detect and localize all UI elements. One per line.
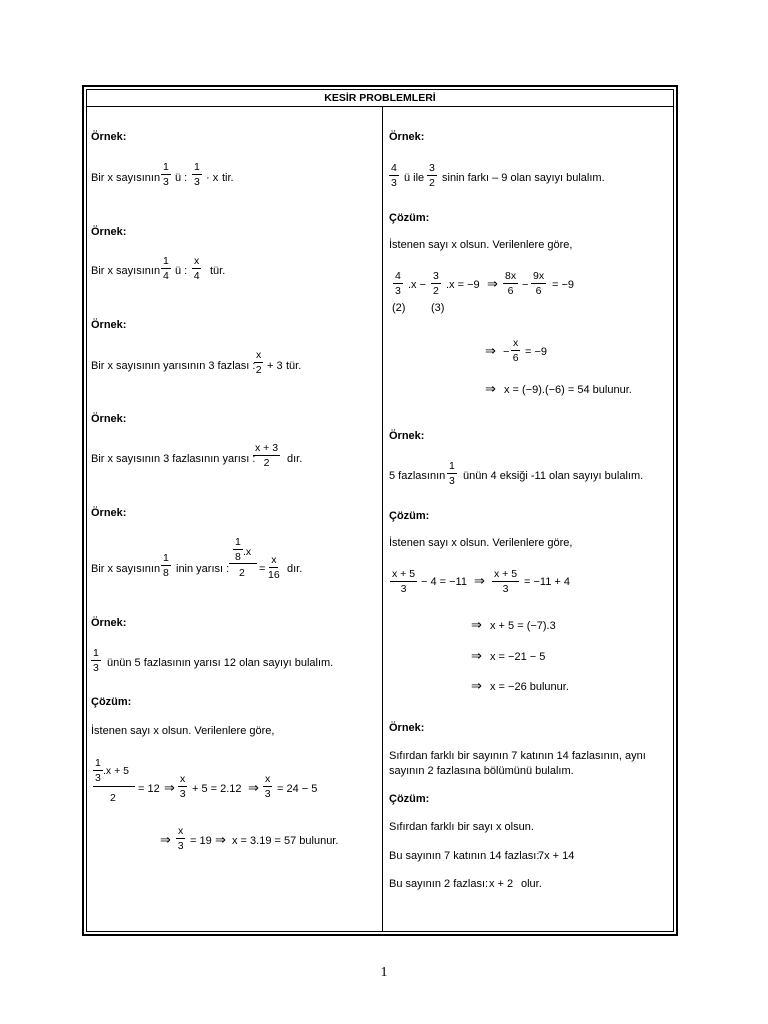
example-text: Bir x sayısının xyxy=(91,172,161,184)
implies-icon: ⇒ xyxy=(474,573,485,588)
example-text: Sıfırdan farklı bir sayının 7 katının 14 fazlasının, aynı xyxy=(389,750,646,762)
example-text: · x xyxy=(206,172,219,184)
solution-text: İstenen sayı x olsun. Verilenlere göre, xyxy=(91,725,275,737)
fraction: $\frac{1}{3}$ xyxy=(93,647,99,674)
equation-part: = −11 + 4 xyxy=(524,576,570,588)
example-heading: Örnek: xyxy=(91,413,127,425)
fraction: $\frac{1}{8}$ xyxy=(163,552,169,579)
fraction: $\frac{4}{3}$ xyxy=(395,270,401,297)
example-text: inin yarısı : xyxy=(176,563,230,575)
solution-text: olur. xyxy=(521,878,542,890)
equation-part: = 19 xyxy=(190,835,212,847)
document-inner-frame xyxy=(86,89,674,932)
equation-part: x + 5 = (−7).3 xyxy=(490,620,556,632)
fraction: $\frac{x}{3}$ xyxy=(179,773,186,800)
solution-text: İstenen sayı x olsun. Verilenlere göre, xyxy=(389,537,573,549)
fraction: $\frac{1}{3}$ xyxy=(449,460,455,487)
fraction: $\frac{x + 3}{2}$ xyxy=(255,442,279,469)
implies-icon: ⇒ xyxy=(485,381,496,396)
implies-icon: ⇒ xyxy=(487,276,498,291)
solution-heading: Çözüm: xyxy=(389,212,430,224)
fraction: $\frac{x}{4}$ xyxy=(193,255,200,282)
fraction: $\frac{9x}{6}$ xyxy=(533,270,545,297)
fraction: $\frac{x + 5}{3}$ xyxy=(494,568,518,595)
example-text: tir. xyxy=(222,172,234,184)
solution-heading: Çözüm: xyxy=(389,510,430,522)
fraction: $\frac{1}{3}$ xyxy=(163,161,169,188)
solution-heading: Çözüm: xyxy=(91,696,132,708)
example-text: = xyxy=(259,563,266,575)
fraction: $\frac{1}{3}$ xyxy=(194,161,200,188)
example-heading: Örnek: xyxy=(91,226,127,238)
equation-part: − 4 = −11 xyxy=(421,576,467,588)
implies-icon: ⇒ xyxy=(485,343,496,358)
page-title: KESİR PROBLEMLERİ xyxy=(87,90,673,107)
example-heading: Örnek: xyxy=(91,319,127,331)
page-number: 1 xyxy=(380,965,388,980)
compound-fraction: $\frac{1}{8}$ .x 2 xyxy=(229,536,257,584)
equation-part: x + 2 xyxy=(489,878,514,890)
example-heading: Örnek: xyxy=(91,507,127,519)
example-text: Bir x sayısının xyxy=(91,265,161,277)
fraction: $\frac{1}{4}$ xyxy=(163,255,169,282)
example-text: tür. xyxy=(210,265,226,277)
implies-icon: ⇒ xyxy=(471,617,482,632)
example-text: Bir x sayısının xyxy=(91,563,161,575)
example-heading: Örnek: xyxy=(389,430,425,442)
fraction: $\frac{4}{3}$ xyxy=(391,162,397,189)
multiplier-label: (3) xyxy=(431,302,445,314)
example-text: ü : xyxy=(175,265,188,277)
solution-text: Bu sayının 2 fazlası: xyxy=(389,878,489,890)
example-text: Bir x sayısının 3 fazlasının yarısı : xyxy=(91,453,256,465)
fraction: $\frac{x}{6}$ xyxy=(512,337,519,364)
example-text: sayının 2 fazlasına bölümünü bulalım. xyxy=(389,765,574,777)
example-heading: Örnek: xyxy=(389,131,425,143)
equation-part: − xyxy=(503,346,510,358)
solution-heading: Çözüm: xyxy=(389,793,430,805)
equation-part: + 5 = 2.12 xyxy=(192,783,242,795)
equation-part: x = (−9).(−6) = 54 bulunur. xyxy=(504,384,632,396)
equation-part: x = −21 − 5 xyxy=(490,651,546,663)
example-text: + 3 xyxy=(267,360,283,372)
compound-fraction: $\frac{1}{3}$ .x + 5 2 xyxy=(93,757,137,807)
fraction: $\frac{x}{16}$ xyxy=(268,554,280,581)
column-divider xyxy=(382,106,383,931)
document-frame xyxy=(82,85,678,936)
fraction: $\frac{3}{2}$ xyxy=(433,270,439,297)
implies-icon: ⇒ xyxy=(248,780,259,795)
example-text: sinin farkı – 9 olan sayıyı bulalım. xyxy=(442,172,605,184)
implies-icon: ⇒ xyxy=(471,648,482,663)
example-text: ü : xyxy=(175,172,188,184)
example-text: tür. xyxy=(286,360,302,372)
equation-part: = 24 − 5 xyxy=(277,783,318,795)
example-heading: Örnek: xyxy=(389,722,425,734)
example-heading: Örnek: xyxy=(91,131,127,143)
fraction: $\frac{8x}{6}$ xyxy=(505,270,517,297)
example-text: Bir x sayısının yarısının 3 fazlası : xyxy=(91,360,256,372)
equation-part: .x = −9 xyxy=(446,279,480,291)
solution-text: Bu sayının 7 katının 14 fazlası: xyxy=(389,850,540,862)
implies-icon: ⇒ xyxy=(215,832,226,847)
implies-icon: ⇒ xyxy=(164,780,175,795)
fraction: $\frac{x}{3}$ xyxy=(177,825,184,852)
implies-icon: ⇒ xyxy=(160,832,171,847)
solution-text: İstenen sayı x olsun. Verilenlere göre, xyxy=(389,239,573,251)
equation-part: − xyxy=(522,279,529,291)
example-text: 5 fazlasının xyxy=(389,470,446,482)
multiplier-label: (2) xyxy=(392,302,406,314)
equation-part: = −9 xyxy=(525,346,548,358)
fraction: $\frac{x}{2}$ xyxy=(255,349,262,376)
equation-part: 7x + 14 xyxy=(538,850,575,862)
equation-part: = −9 xyxy=(552,279,575,291)
example-text: ünün 5 fazlasının yarısı 12 olan sayıyı bulalım. xyxy=(107,657,334,669)
equation-part: .x − xyxy=(408,279,427,291)
equation-part: x = 3.19 = 57 bulunur. xyxy=(232,835,339,847)
equation-part: = 12 xyxy=(138,783,160,795)
example-text: ü ile xyxy=(404,172,425,184)
fraction: $\frac{x}{3}$ xyxy=(264,773,271,800)
example-text: dır. xyxy=(287,453,303,465)
example-text: dır. xyxy=(287,563,303,575)
fraction: $\frac{3}{2}$ xyxy=(429,162,435,189)
equation-part: x = −26 bulunur. xyxy=(490,681,569,693)
solution-text: Sıfırdan farklı bir sayı x olsun. xyxy=(389,821,534,833)
fraction: $\frac{x + 5}{3}$ xyxy=(392,568,416,595)
example-text: ünün 4 eksiği -11 olan sayıyı bulalım. xyxy=(463,470,644,482)
example-heading: Örnek: xyxy=(91,617,127,629)
implies-icon: ⇒ xyxy=(471,678,482,693)
